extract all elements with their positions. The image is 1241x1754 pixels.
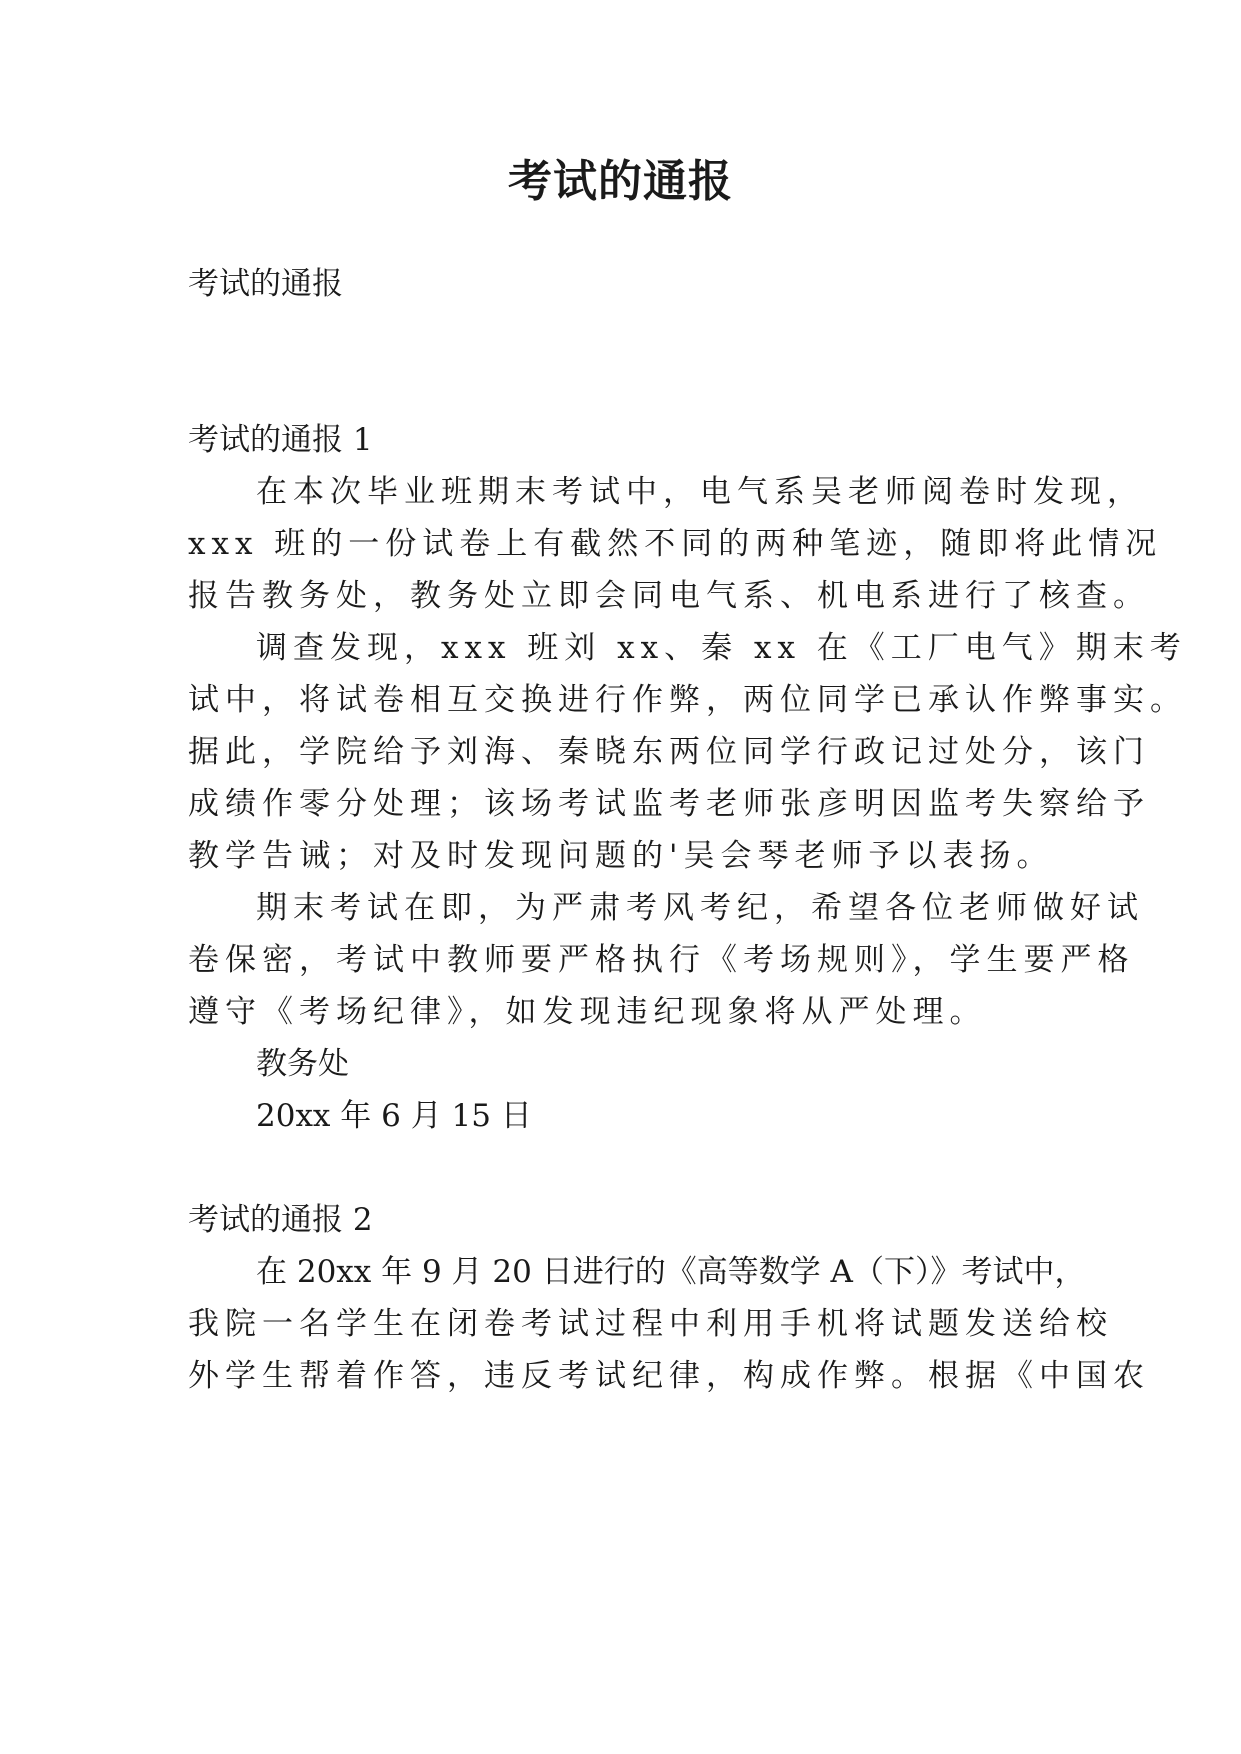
section-1-line: 遵守《考场纪律》，如发现违纪现象将从严处理。 [188,994,987,1030]
document-subtitle: 考试的通报 [188,266,343,302]
section-2-heading: 考试的通报 2 [188,1202,373,1238]
section-1-line: xxx 班的一份试卷上有截然不同的两种笔迹，随即将此情况 [188,526,1163,562]
section-1-line: 卷保密，考试中教师要严格执行《考场规则》，学生要严格 [188,942,1135,978]
document-title: 考试的通报 [508,156,733,207]
section-2-line: 在 20xx 年 9 月 20 日进行的《高等数学 A（下）》考试中， [256,1254,1086,1290]
section-1-line: 试中，将试卷相互交换进行作弊，两位同学已承认作弊事实。 [188,682,1187,718]
section-2-line: 我院一名学生在闭卷考试过程中利用手机将试题发送给校 [188,1306,1113,1342]
section-1-line: 期末考试在即，为严肃考风考纪，希望各位老师做好试 [256,890,1144,926]
section-1-line: 据此，学院给予刘海、秦晓东两位同学行政记过处分，该门 [188,734,1150,770]
section-2-line: 外学生帮着作答，违反考试纪律，构成作弊。根据《中国农 [188,1358,1150,1394]
section-1-line: 成绩作零分处理；该场考试监考老师张彦明因监考失察给予 [188,786,1150,822]
section-1-signature: 教务处 [256,1046,349,1082]
section-1-line: 调查发现，xxx 班刘 xx、秦 xx 在《工厂电气》期末考 [256,630,1187,666]
section-1-line: 报告教务处，教务处立即会同电气系、机电系进行了核查。 [188,578,1150,614]
section-1-line: 教学告诫；对及时发现问题的'吴会琴老师予以表扬。 [188,838,1054,874]
section-1-line: 在本次毕业班期末考试中，电气系吴老师阅卷时发现， [256,474,1144,510]
section-1-heading: 考试的通报 1 [188,422,373,458]
section-1-date: 20xx 年 6 月 15 日 [256,1098,532,1134]
